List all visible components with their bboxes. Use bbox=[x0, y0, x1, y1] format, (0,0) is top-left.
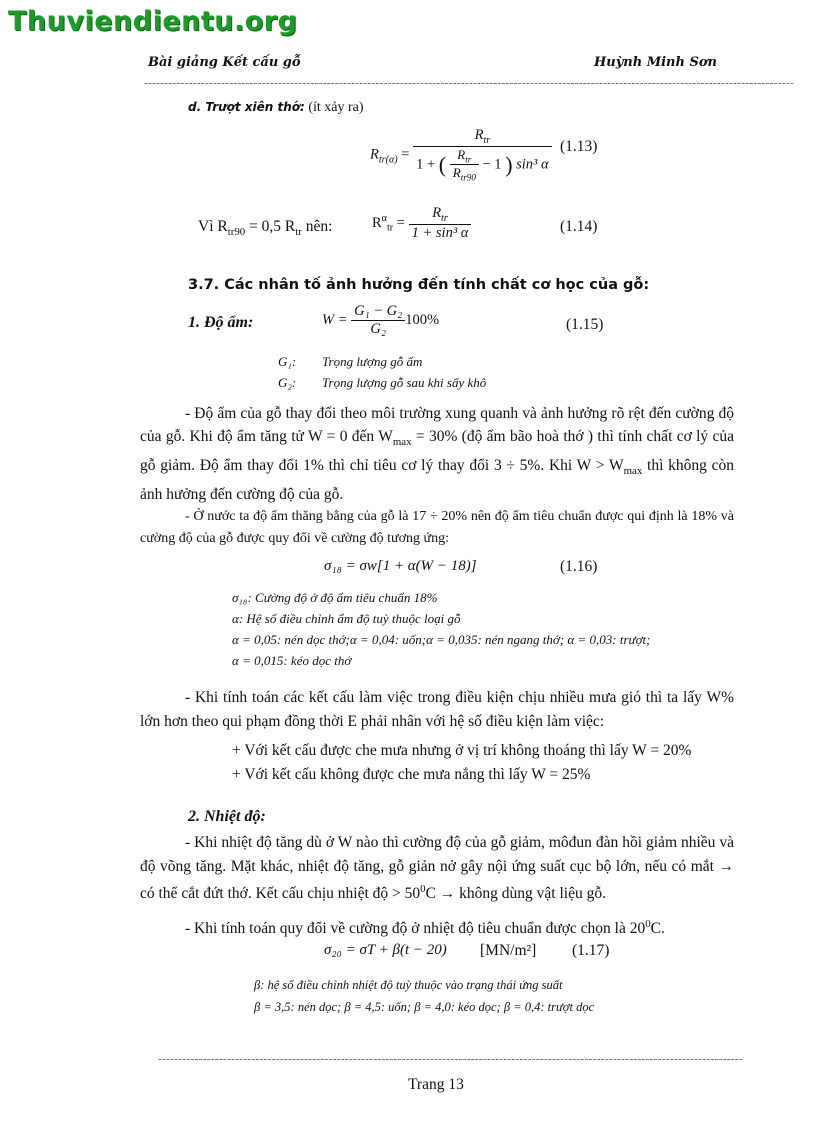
nhiet-do-paragraph-1 bbox=[140, 831, 734, 906]
nd-p1-text-b: C → không dùng vật liệu gỗ. bbox=[425, 885, 606, 903]
eq113-lhs: R bbox=[370, 146, 379, 163]
eq115-tail: 100% bbox=[405, 311, 440, 328]
equation-1-16: σ₁₈ = σw[1 + α(W − 18)] bbox=[324, 558, 477, 574]
g1-label: G₁: bbox=[278, 354, 297, 369]
eq117-unit: [MN/m²] bbox=[480, 942, 537, 959]
eq113-inner-num: R bbox=[457, 146, 466, 162]
eq113-inner-num-sub: tr bbox=[465, 154, 472, 165]
eq113-num-sub: tr bbox=[483, 134, 491, 146]
eq115-fraction bbox=[351, 303, 405, 338]
eq113-den-post: − 1 bbox=[482, 156, 502, 173]
do-am-paragraph-2: - Ở nước ta độ ẩm thăng bằng của gỗ là 17 ÷ 20% nên độ ẩm tiêu chuẩn được qui định là 18% và cường độ của gỗ được quy đổi về cường độ tương ứng: bbox=[140, 509, 734, 546]
nd-p2-text-a: - Khi tính toán quy đổi về cường độ ở nhiệt độ tiêu chuẩn được chọn là 20 bbox=[185, 920, 646, 938]
section-d-heading bbox=[188, 100, 364, 116]
eq115-number: (1.15) bbox=[566, 316, 604, 333]
note-beta-values: β = 3,5: nén dọc; β = 4,5: uốn; β = 4,0: kéo dọc; β = 0,4: trượt dọc bbox=[254, 1000, 595, 1014]
equation-1-15 bbox=[322, 303, 439, 338]
nd-p1-sup: 0 bbox=[420, 883, 426, 895]
eq113-den-pre: 1 + bbox=[416, 156, 436, 173]
section-d-label: d. Trượt xiên thớ: bbox=[188, 100, 305, 114]
eq114-intro-sub: tr90 bbox=[227, 226, 246, 239]
p1-sub: max bbox=[392, 436, 412, 449]
p1-text-a: - Độ ẩm của gỗ thay đổi theo môi trường xung quanh và ảnh hưởng rõ rệt đến cường độ của gỗ. Khi độ ẩm tăng tử W = 0 đến W bbox=[140, 405, 734, 445]
site-watermark-logo: Thuviendientu.org bbox=[8, 6, 298, 37]
eq113-number: (1.13) bbox=[560, 138, 598, 155]
eq113-lhs-sub: tr(α) bbox=[378, 154, 398, 166]
eq115-lhs: W = bbox=[322, 311, 348, 328]
eq116-number: (1.16) bbox=[560, 558, 598, 575]
nhiet-do-title: 2. Nhiệt độ: bbox=[188, 808, 266, 825]
nd-p1-text-a: - Khi nhiệt độ tăng dù ở W nào thì cường độ của gỗ giảm, môđun đàn hồi giảm nhiều và độ võng tăng. Mặt khác, nhiệt độ tăng, gỗ giản nở gây nội ứng suất cục bộ lớn, nếu có mắt → có thể cắt đứt thớ. Kết cấu chịu nhiệt độ > 50 bbox=[140, 834, 734, 903]
eq114-den: 1 + sin³ α bbox=[411, 224, 469, 241]
do-am-bullet-1: + Với kết cấu được che mưa nhưng ở vị trí không thoáng thì lấy W = 20% bbox=[232, 742, 692, 759]
section-3-7-heading: 3.7. Các nhân tố ảnh hưởng đến tính chất cơ học của gỗ: bbox=[188, 277, 650, 293]
eq113-num: R bbox=[474, 127, 484, 143]
do-am-title: 1. Độ ẩm: bbox=[188, 314, 254, 331]
equation-1-14: $R^\alpha_{tr}$ = $\frac{R_{tr}}{\text{1 + sin³ α}}$ bbox=[372, 205, 471, 242]
nhiet-do-notes bbox=[254, 974, 714, 1018]
note-alpha: α: Hệ số điều chỉnh ẩm độ tuỳ thuộc loại gỗ bbox=[232, 611, 461, 626]
note-beta: β: hệ số điều chỉnh nhiệt độ tuỳ thuộc vào trạng thái ứng suất bbox=[254, 978, 563, 992]
eq113-inner-den-sub: tr90 bbox=[460, 173, 476, 184]
eq115-num: G₁ − G₂ bbox=[351, 303, 405, 321]
note-alpha-values-1: α = 0,05: nén dọc thớ;α = 0,04: uốn;α = 0,035: nén ngang thớ; α = 0,03: trượt; bbox=[232, 632, 651, 647]
eq114-fraction bbox=[409, 205, 472, 242]
eq113-inner-fraction bbox=[450, 147, 479, 183]
p1-text-b: = 30% (độ ẩm bão hoà thớ ) thì tính chất cơ lý của gỗ giảm. Độ ẩm thay đổi 1% thì chỉ tiêu cơ lý thay đổi 3 ÷ 5%. Khi W > W bbox=[140, 428, 734, 475]
g2-label: G₂: bbox=[278, 375, 297, 390]
section-d-note: (ít xảy ra) bbox=[308, 100, 364, 115]
eq114-intro-end: nên: bbox=[301, 218, 333, 235]
header-divider: ---------------------------------------------------------------------------------------------------------------------------------------------------------------- bbox=[144, 77, 795, 89]
do-am-bullet-2: + Với kết cấu không được che mưa nắng thì lấy W = 25% bbox=[232, 766, 591, 783]
nhiet-do-paragraph-2 bbox=[185, 913, 665, 940]
eq114-lhs-sub: tr bbox=[386, 222, 394, 234]
eq114-num: R bbox=[432, 205, 442, 221]
g1-text: Trọng lượng gỗ ẩm bbox=[322, 354, 423, 369]
nd-p2-sup: 0 bbox=[645, 918, 651, 930]
header-course-title: Bài giảng Kết cấu gỗ bbox=[148, 55, 301, 70]
eq114-lhs: R bbox=[372, 214, 382, 231]
eq114-lhs-sup: α bbox=[381, 212, 387, 224]
eq114-intro-mid: = 0,5 R bbox=[245, 218, 296, 235]
eq113-den-tail: sin³ α bbox=[516, 156, 549, 173]
note-alpha-values-2: α = 0,015: kéo dọc thớ bbox=[232, 653, 352, 668]
eq113-inner-den: R bbox=[452, 165, 461, 181]
header-author: Huỳnh Minh Sơn bbox=[594, 55, 717, 70]
equation-1-13: $R_{tr(\alpha)}$ = $R_{tr}$ 1 + ( $\frac{R_{tr}}{R_{tr90}}$ − 1 ) sin³ α bbox=[370, 127, 552, 183]
eq114-num-sub: tr bbox=[441, 212, 448, 224]
eq114-intro bbox=[198, 218, 332, 238]
nd-p2-text-b: C. bbox=[650, 920, 665, 938]
do-am-paragraph-3: - Khi tính toán các kết cấu làm việc trong điều kiện chịu nhiều mưa gió thì ta lấy W% lớn hơn theo qui phạm đồng thời E phải nhân với hệ số điều kiện làm việc: bbox=[140, 689, 734, 730]
footer-divider: ------------------------------------------------------------------------------------------------------------------------------------------------ bbox=[158, 1053, 744, 1065]
eq113-fraction: $R_{tr}$ 1 + ( $\frac{R_{tr}}{R_{tr90}}$ − 1 ) sin³ α bbox=[413, 127, 552, 183]
note-sigma18: σ₁₈: Cường độ ở độ ẩm tiêu chuẩn 18% bbox=[232, 590, 438, 605]
p1-sub2: max bbox=[623, 465, 643, 478]
g2-text: Trọng lượng gỗ sau khi sấy khô bbox=[322, 375, 487, 390]
do-am-paragraph-1 bbox=[140, 402, 734, 506]
equation-1-17: σ₂₀ = σT + β(t − 20) bbox=[324, 942, 447, 958]
do-am-notes bbox=[232, 587, 712, 671]
eq115-den: G₂ bbox=[370, 321, 386, 337]
page-number: Trang 13 bbox=[408, 1076, 464, 1093]
eq114-number: (1.14) bbox=[560, 218, 598, 235]
eq114-intro-sub2: tr bbox=[295, 226, 302, 239]
eq117-number: (1.17) bbox=[572, 942, 610, 959]
p1-text-c: thì không còn ảnh hưởng đến cường độ của gỗ. bbox=[140, 457, 734, 504]
eq114-intro-text: Vì R bbox=[198, 218, 228, 235]
